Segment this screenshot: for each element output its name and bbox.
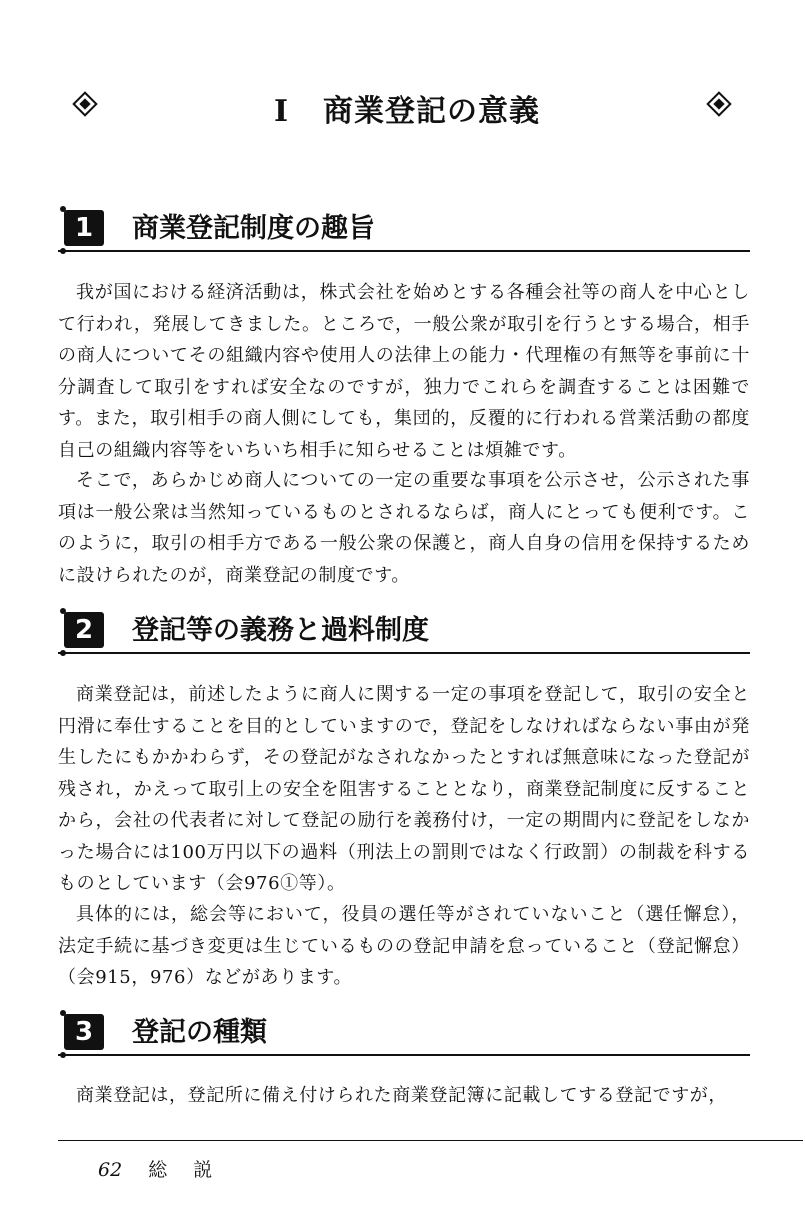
- paragraph: 具体的には，総会等において，役員の選任等がされていないこと（選任懈怠），法定手続に基づき変更は生じているものの登記申請を怠っていること（登記懈怠）（会915，976）などがあります。: [58, 904, 750, 988]
- section-title: 登記等の義務と過料制度: [132, 615, 429, 646]
- footer-rule: [58, 1140, 803, 1141]
- section-heading-1: [58, 202, 750, 252]
- section-heading-2: [58, 604, 750, 654]
- paragraph: そこで，あらかじめ商人についての一定の重要な事項を公示させ，公示された事項は一般公衆は当然知っているものとされるならば，商人にとっても便利です。このように，取引の相手方である一般公衆の保護と，商人自身の信用を保持するために設けられたのが，商業登記の制度です。: [58, 470, 750, 586]
- section-number-badge: 2: [64, 612, 104, 648]
- section-title: 登記の種類: [132, 1017, 267, 1048]
- section-number-badge: 1: [64, 210, 104, 246]
- paragraph: 商業登記は，登記所に備え付けられた商業登記簿に記載してする登記ですが，: [76, 1085, 727, 1106]
- section-heading-3: [58, 1006, 750, 1056]
- running-head: 総説: [148, 1159, 239, 1181]
- section-title: 商業登記制度の趣旨: [132, 213, 375, 244]
- page-number: 62: [98, 1159, 123, 1181]
- chapter-title-text: 商業登記の意義: [323, 94, 541, 129]
- paragraph: 商業登記は，前述したように商人に関する一定の事項を登記して，取引の安全と円滑に奉仕することを目的としていますので，登記をしなければならない事由が発生したにもかかわらず，その登記がなされなかったとすれば無意味になった登記が残され，かえって取引上の安全を阻害することとなり，商業登記制度に反することから，会社の代表者に対して登記の励行を義務付け，一定の期間内に登記をしなかった場合には100万円以下の過料（刑法上の罰則ではなく行政罰）の制裁を科するものとしています（会976①等）。: [58, 684, 750, 894]
- chapter-title: [62, 86, 752, 130]
- paragraph: 我が国における経済活動は，株式会社を始めとする各種会社等の商人を中心として行われ，発展してきました。ところで，一般公衆が取引を行うとする場合，相手の商人についてその組織内容や使用人の法律上の能力・代理権の有無等を事前に十分調査して取引をすれば安全なのですが，独力でこれらを調査することは困難です。また，取引相手の商人側にしても，集団的，反覆的に行われる営業活動の都度自己の組織内容等をいちいち相手に知らせることは煩雑です。: [58, 282, 750, 461]
- chapter-header: [62, 82, 752, 136]
- section-number-badge: 3: [64, 1014, 104, 1050]
- chapter-number: I: [273, 94, 290, 129]
- page-footer: [98, 1155, 238, 1182]
